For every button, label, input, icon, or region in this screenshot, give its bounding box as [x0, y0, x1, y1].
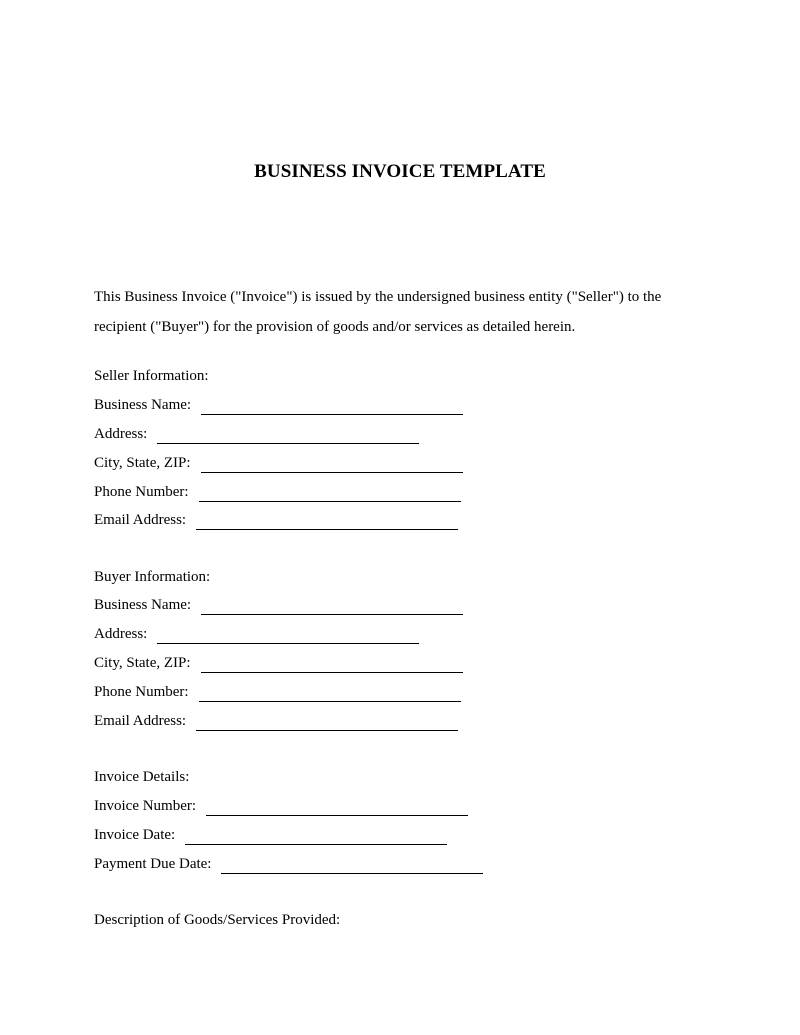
- document-title: BUSINESS INVOICE TEMPLATE: [254, 161, 546, 182]
- buyer-email-blank[interactable]: [196, 716, 458, 731]
- seller-heading: Seller Information:: [94, 368, 209, 384]
- field-label: Invoice Date:: [94, 827, 176, 843]
- buyer-heading: Buyer Information:: [94, 569, 211, 585]
- field-label: Invoice Number:: [94, 798, 197, 814]
- field-label: Phone Number:: [94, 484, 189, 500]
- payment-due-date-blank[interactable]: [221, 859, 483, 874]
- buyer-phone-blank[interactable]: [199, 687, 461, 702]
- field-label: Business Name:: [94, 597, 192, 613]
- seller-email-blank[interactable]: [196, 515, 458, 530]
- invoice-number-blank[interactable]: [206, 801, 468, 816]
- payment-due-date-field: [94, 854, 483, 874]
- seller-business-name-field: [94, 395, 463, 415]
- invoice-number-field: [94, 796, 468, 816]
- seller-address-blank[interactable]: [157, 429, 419, 444]
- field-label: City, State, ZIP:: [94, 455, 191, 471]
- field-label: Business Name:: [94, 397, 192, 413]
- intro-paragraph: [94, 282, 714, 342]
- buyer-phone-field: [94, 682, 461, 702]
- field-label: Phone Number:: [94, 684, 189, 700]
- seller-email-field: [94, 510, 458, 530]
- intro-line: recipient ("Buyer") for the provision of goods and/or services as detailed herein.: [94, 319, 576, 335]
- seller-business-name-blank[interactable]: [201, 400, 463, 415]
- seller-phone-field: [94, 482, 461, 502]
- buyer-city-state-zip-blank[interactable]: [201, 658, 463, 673]
- invoice-details-heading: Invoice Details:: [94, 769, 190, 785]
- buyer-city-state-zip-field: [94, 653, 463, 673]
- goods-services-heading: Description of Goods/Services Provided:: [94, 912, 341, 928]
- seller-address-field: [94, 424, 419, 444]
- field-label: Email Address:: [94, 713, 187, 729]
- buyer-business-name-field: [94, 595, 463, 615]
- field-label: City, State, ZIP:: [94, 655, 191, 671]
- seller-city-state-zip-field: [94, 453, 463, 473]
- field-label: Email Address:: [94, 512, 187, 528]
- invoice-date-blank[interactable]: [185, 830, 447, 845]
- invoice-date-field: [94, 825, 447, 845]
- field-label: Address:: [94, 626, 148, 642]
- field-label: Address:: [94, 426, 148, 442]
- seller-city-state-zip-blank[interactable]: [201, 458, 463, 473]
- buyer-business-name-blank[interactable]: [201, 600, 463, 615]
- buyer-email-field: [94, 711, 458, 731]
- buyer-address-field: [94, 624, 419, 644]
- field-label: Payment Due Date:: [94, 856, 212, 872]
- intro-line: This Business Invoice ("Invoice") is issued by the undersigned business entity ("Seller") to the: [94, 289, 662, 305]
- seller-phone-blank[interactable]: [199, 487, 461, 502]
- buyer-address-blank[interactable]: [157, 629, 419, 644]
